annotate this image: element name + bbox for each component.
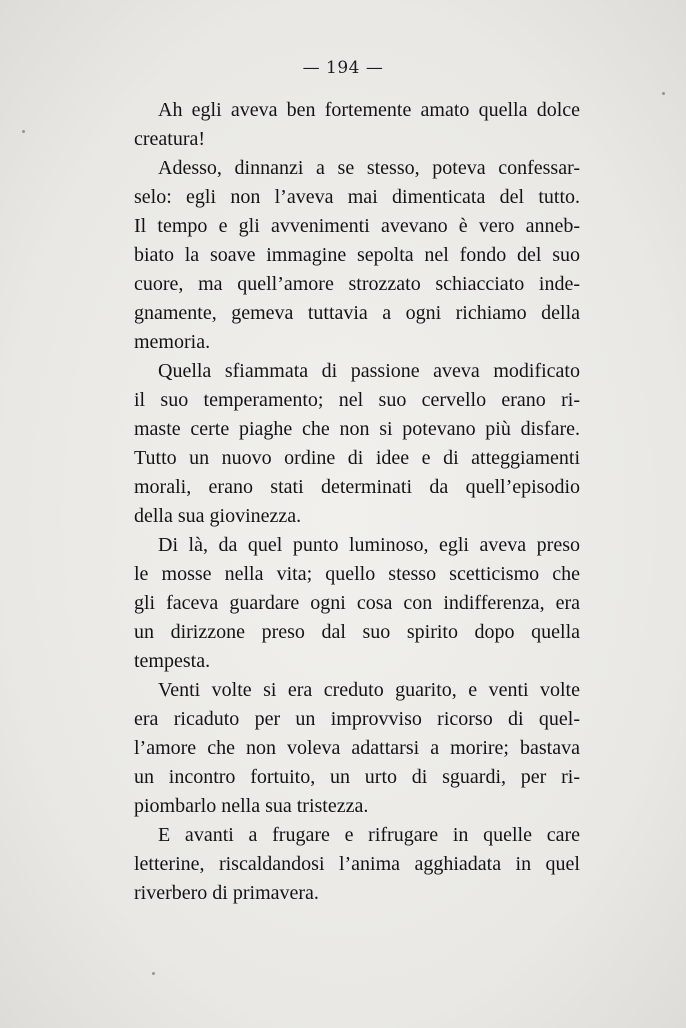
text-line: memoria. [134,331,211,353]
paragraph-1 [134,96,580,154]
paragraph-5 [134,676,580,821]
text-line: letterine, riscaldandosi l’anima agghiadata in quel [134,853,580,875]
paragraph-3 [134,357,580,531]
text-line: l’amore che non voleva adattarsi a morire; bastava [134,737,580,759]
paragraph-2 [134,154,580,357]
text-line: gli faceva guardare ogni cosa con indifferenza, era [134,592,580,614]
text-line: gnamente, gemeva tuttavia a ogni richiamo della [134,302,580,324]
text-line: Tutto un nuovo ordine di idee e di atteggiamenti [134,447,580,469]
paragraph-6 [134,821,580,908]
text-line: Adesso, dinnanzi a se stesso, poteva confessar- [158,157,580,179]
text-line: Il tempo e gli avvenimenti avevano è vero anneb- [134,215,580,237]
ink-speck [662,92,665,95]
text-line: biato la soave immagine sepolta nel fondo del suo [134,244,580,266]
text-line: creatura! [134,128,206,150]
page-number: — 194 — [302,58,384,78]
paragraph-4 [134,531,580,676]
text-line: piombarlo nella sua tristezza. [134,795,369,817]
text-line: maste certe piaghe che non si potevano più disfare. [134,418,580,440]
text-line: Ah egli aveva ben fortemente amato quella dolce [158,99,580,121]
text-line: tempesta. [134,650,211,672]
text-line: cuore, ma quell’amore strozzato schiacciato inde- [134,273,580,295]
text-line: il suo temperamento; nel suo cervello erano ri- [134,389,580,411]
text-line: Quella sfiammata di passione aveva modificato [158,360,580,382]
text-line: Di là, da quel punto luminoso, egli aveva preso [158,534,580,556]
text-line: un incontro fortuito, un urto di sguardi, per ri- [134,766,580,788]
text-body [134,96,580,908]
text-line: selo: egli non l’aveva mai dimenticata del tutto. [134,186,580,208]
text-line: un dirizzone preso dal suo spirito dopo quella [134,621,580,643]
text-line: morali, erano stati determinati da quell’episodio [134,476,580,498]
text-line: le mosse nella vita; quello stesso scetticismo che [134,563,580,585]
text-line: Venti volte si era creduto guarito, e venti volte [158,679,580,701]
text-line: della sua giovinezza. [134,505,302,527]
ink-speck [152,972,155,975]
text-line: riverbero di primavera. [134,882,319,904]
text-line: era ricaduto per un improvviso ricorso di quel- [134,708,580,730]
text-line: E avanti a frugare e rifrugare in quelle care [158,824,580,846]
ink-speck [22,130,25,133]
